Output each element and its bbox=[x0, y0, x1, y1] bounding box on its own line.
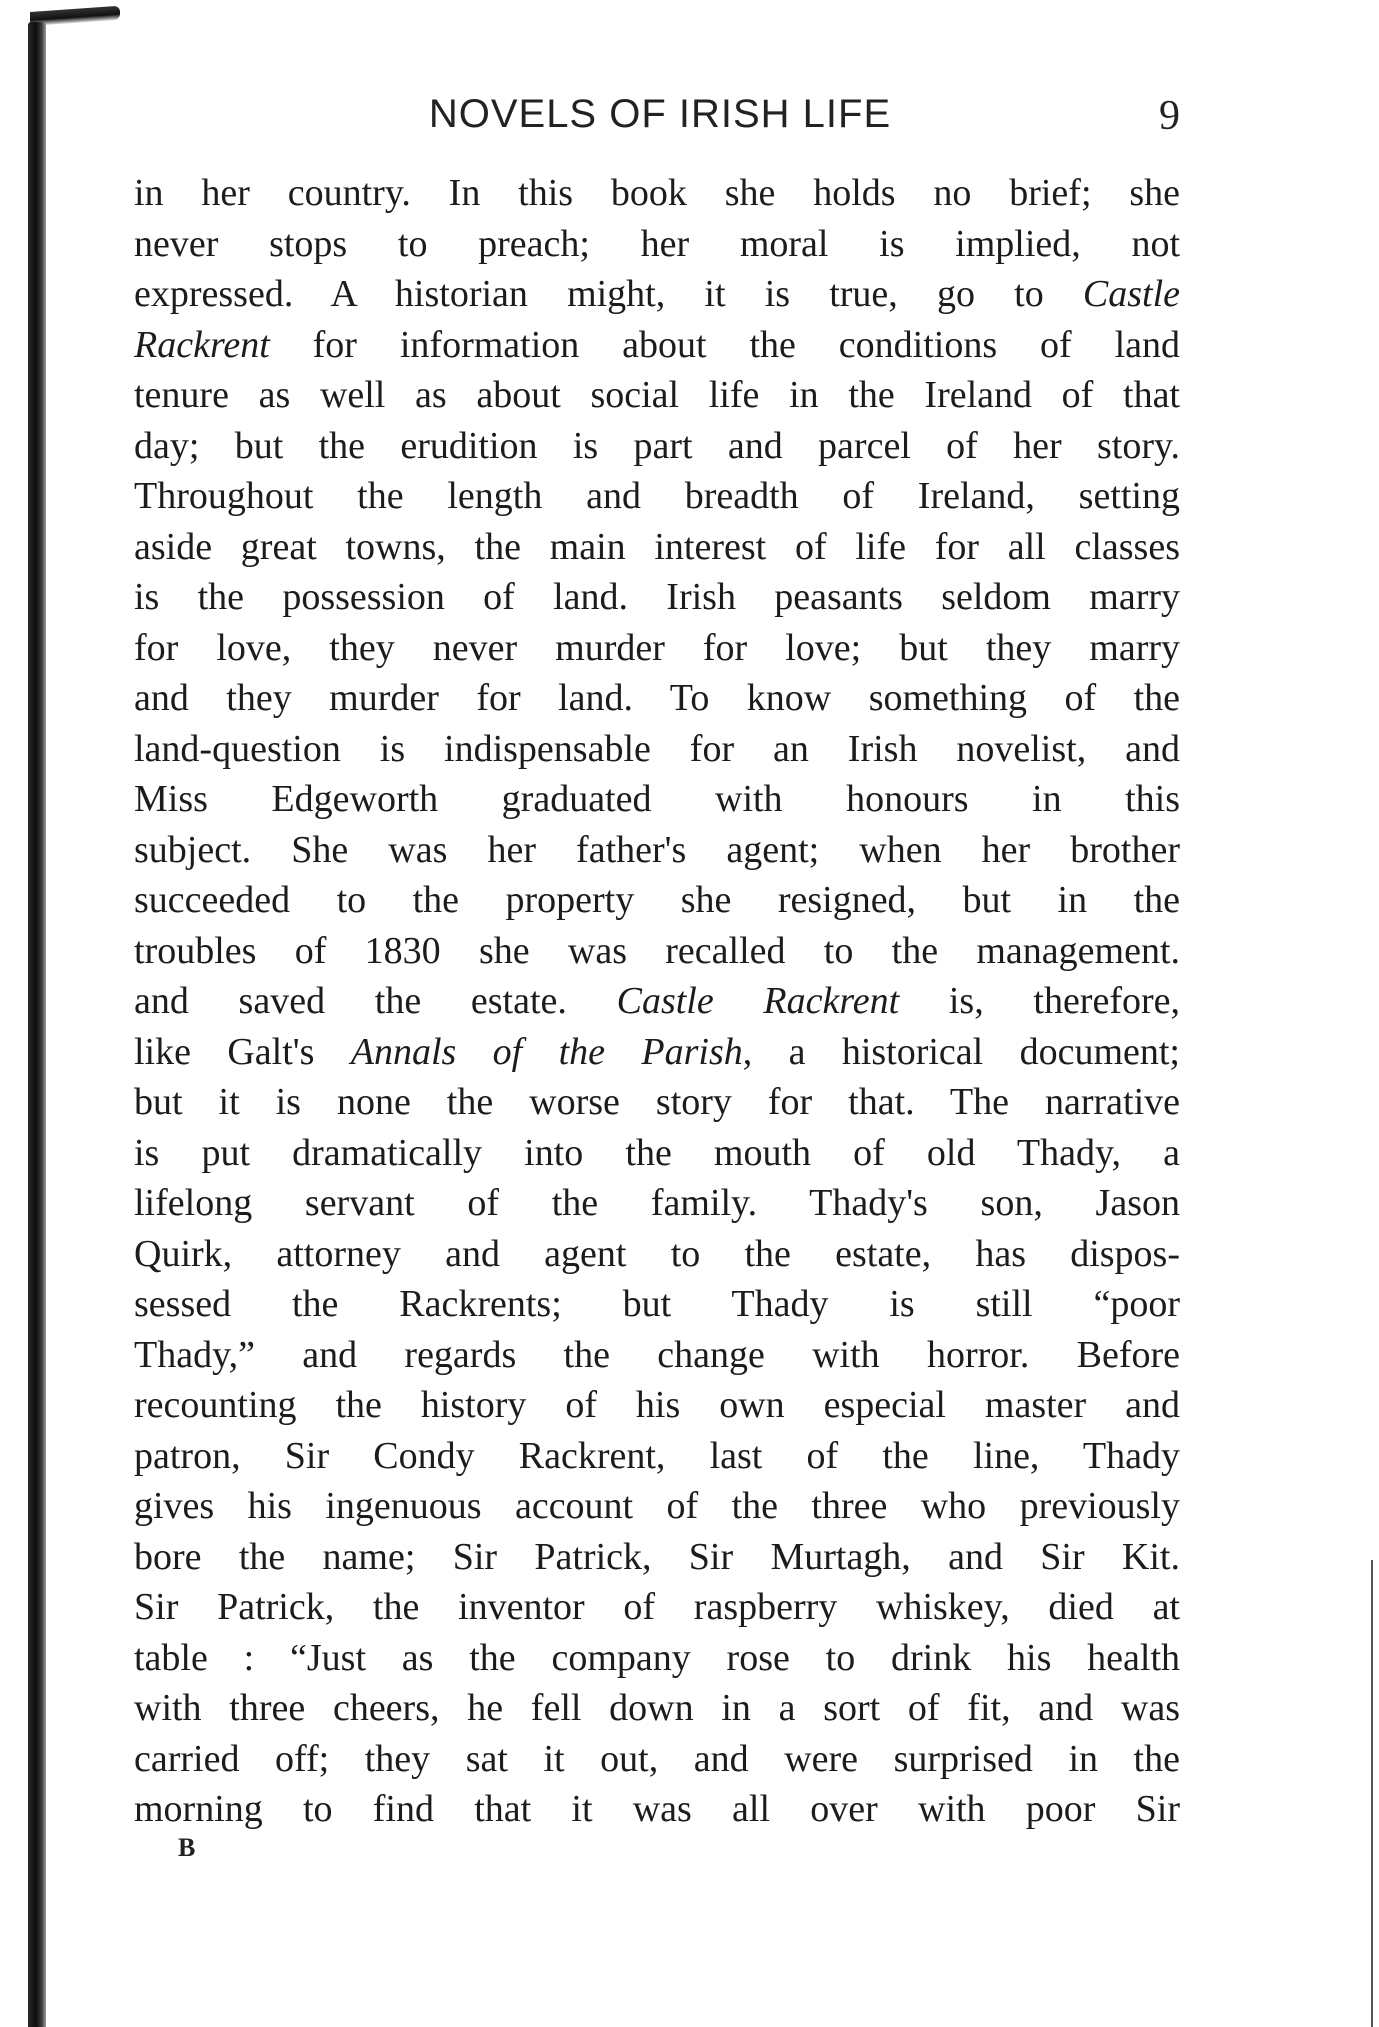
book-title-italic: Rackrent bbox=[134, 323, 270, 366]
text-line: for love, they never murder for love; but they marry bbox=[134, 626, 1180, 669]
text-line: never stops to preach; her moral is implied, not bbox=[134, 222, 1180, 265]
text-line: Thady,” and regards the change with horror. Before bbox=[134, 1333, 1180, 1376]
text-line: troubles of 1830 she was recalled to the management. bbox=[134, 929, 1180, 972]
text-line: table : “Just as the company rose to drink his health bbox=[134, 1636, 1180, 1679]
text-line: Miss Edgeworth graduated with honours in this bbox=[134, 778, 1180, 820]
text-line: patron, Sir Condy Rackrent, last of the line, Thady bbox=[134, 1434, 1180, 1477]
text-line: Sir Patrick, the inventor of raspberry whiskey, died at bbox=[134, 1586, 1180, 1628]
page-edge-shadow bbox=[1371, 1560, 1373, 2027]
text-line: sessed the Rackrents; but Thady is still “poor bbox=[134, 1283, 1180, 1325]
text-line: recounting the history of his own especial master and bbox=[134, 1384, 1180, 1426]
text-line: and they murder for land. To know something of the bbox=[134, 677, 1180, 719]
text-line: in her country. In this book she holds no brief; she bbox=[134, 172, 1180, 214]
binding-edge bbox=[28, 22, 46, 2027]
text-line: day; but the erudition is part and parcel of her story. bbox=[134, 424, 1180, 467]
running-title: NOVELS OF IRISH LIFE bbox=[428, 92, 892, 136]
text-line: aside great towns, the main interest of life for all classes bbox=[134, 525, 1180, 568]
text-line: Throughout the length and breadth of Ireland, setting bbox=[134, 475, 1180, 517]
text-line: lifelong servant of the family. Thady's son, Jason bbox=[134, 1182, 1180, 1224]
body-text bbox=[134, 168, 1180, 1835]
text-line: carried off; they sat it out, and were surprised in the bbox=[134, 1737, 1180, 1780]
running-header bbox=[140, 92, 1180, 152]
text-line: tenure as well as about social life in the Ireland of that bbox=[134, 374, 1180, 416]
text-line: Rackrent for information about the conditions of land bbox=[134, 323, 1180, 366]
text-line: morning to find that it was all over with poor Sir bbox=[134, 1788, 1180, 1830]
book-title-italic: Castle Rackrent bbox=[616, 980, 900, 1022]
text-line: with three cheers, he fell down in a sort of fit, and was bbox=[134, 1687, 1180, 1729]
text-line: subject. She was her father's agent; when her brother bbox=[134, 828, 1180, 871]
page-number: 9 bbox=[1159, 93, 1180, 139]
book-title-italic: Annals of the Parish bbox=[350, 1030, 743, 1073]
text-line: Quirk, attorney and agent to the estate, has dispos- bbox=[134, 1232, 1180, 1275]
text-line: gives his ingenuous account of the three who previously bbox=[134, 1485, 1180, 1527]
text-line: land-question is indispensable for an Irish novelist, and bbox=[134, 727, 1180, 770]
text-line: like Galt's Annals of the Parish, a historical document; bbox=[134, 1030, 1180, 1073]
text-line: expressed. A historian might, it is true, go to Castle bbox=[134, 273, 1180, 315]
text-line: bore the name; Sir Patrick, Sir Murtagh, and Sir Kit. bbox=[134, 1535, 1180, 1578]
text-line: is the possession of land. Irish peasants seldom marry bbox=[134, 576, 1180, 618]
text-line: but it is none the worse story for that. The narrative bbox=[134, 1081, 1180, 1123]
text-line: is put dramatically into the mouth of old Thady, a bbox=[134, 1131, 1180, 1174]
signature-mark: B bbox=[178, 1833, 196, 1862]
book-title-italic: Castle bbox=[1082, 273, 1180, 315]
text-line: succeeded to the property she resigned, but in the bbox=[134, 879, 1180, 921]
text-line: and saved the estate. Castle Rackrent is, therefore, bbox=[134, 980, 1181, 1022]
